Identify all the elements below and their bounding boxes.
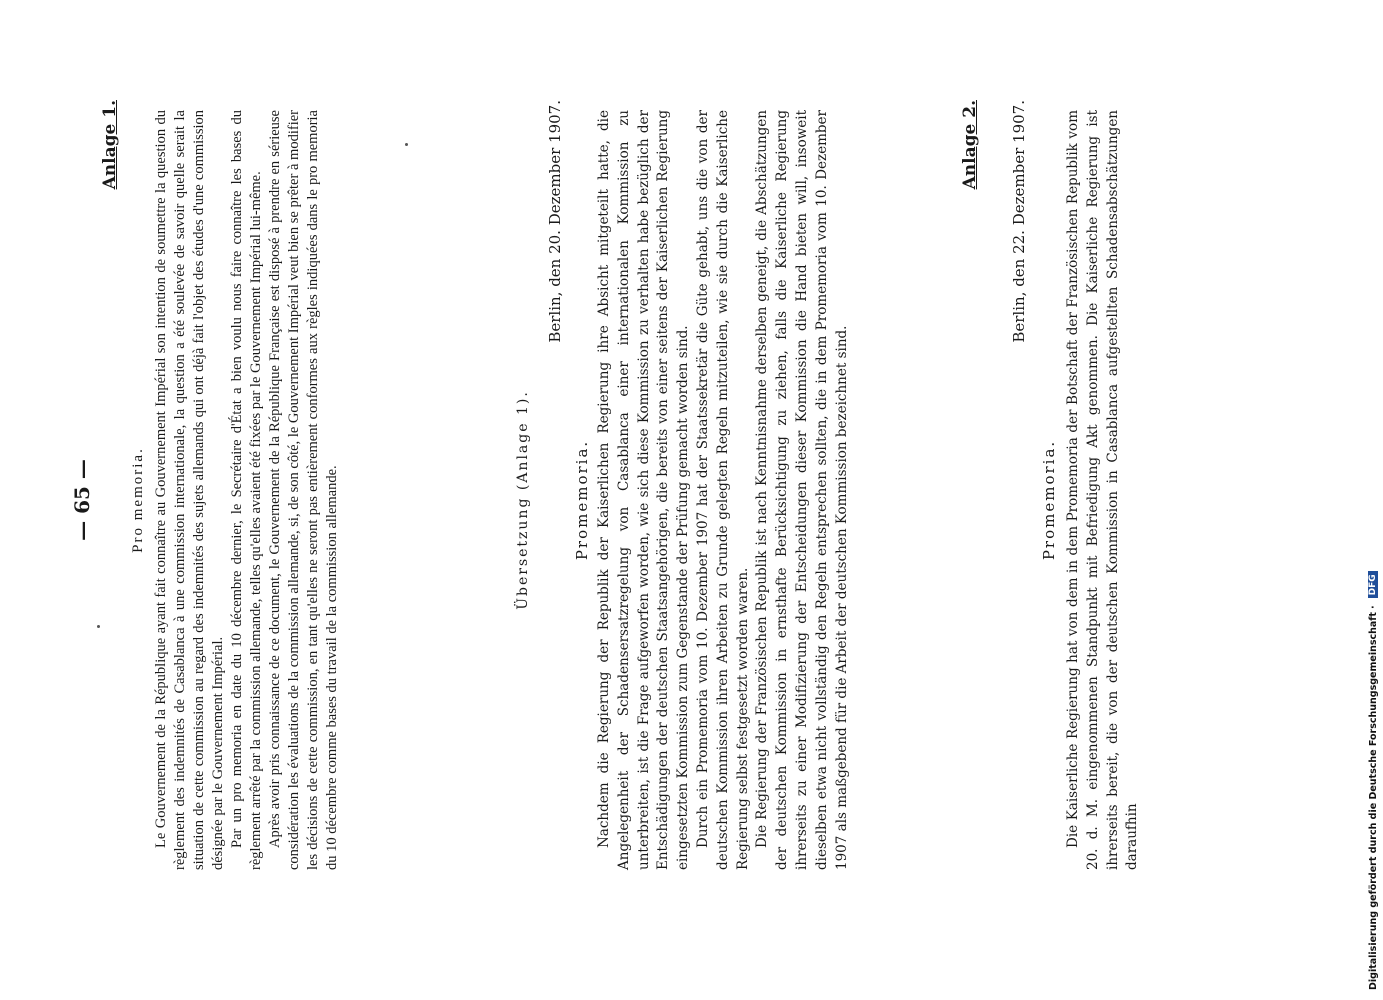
translation-heading: Promemoria. [573,439,591,561]
scan-speck [405,143,408,146]
translation-label: Übersetzung (Anlage 1). [515,390,531,610]
anlage1-label: Anlage 1. [100,100,120,190]
anlage1-paragraph: Après avoir pris connaissance de ce document, le Gouvernement de la République Française est disposé à prendre en sérieuse considération les évaluations de la commission allemande, si, de son côté, le Gouvernement Impérial veut bien se prêter à modifier les décisions de cette commission, en tant qu'elles ne seront pas entièrement conformes aux règles indiquées dans le pro memoria du 10 décembre comme bases du travail de la commission allemande. [267,110,340,870]
anlage1-body [152,110,342,870]
anlage2-heading: Promemoria. [1040,439,1058,561]
translation-body [595,110,852,870]
dfg-credit [1366,0,1380,990]
translation-paragraph: Die Regierung der Französischen Republik ist nach Kenntnisnahme derselben geneigt, die Abschätzungen der deutschen Kommission in ernsthafte Berücksichtigung zu ziehen, falls die Kaiserliche Regierung ihrerseits zu einer Modifizierung der Entscheidungen dieser Kommission die Hand bieten will, insoweit dieselben etwa nicht vollständig den Regeln entsprechen sollten, die in dem Promemoria vom 10. Dezember 1907 als maßgebend für die Arbeit der deutschen Kommission bezeichnet sind. [754,110,850,870]
anlage2-paragraph: Die Kaiserliche Regierung hat von dem in dem Promemoria der Botschaft der Französischen Republik vom 20. d. M. eingenommenen Standpunkt mit Befriedigung Akt genommen. Die Kaiserliche Regierung ist ihrerseits bereit, die von der deutschen Kommission in Casablanca aufgestellten Schadensabschätzungen daraufhin [1065,110,1141,870]
scan-speck [97,625,100,628]
anlage1-heading: Pro memoria. [130,447,146,553]
translation-paragraph: Durch ein Promemoria vom 10. Dezember 1907 hat der Staatssekretär die Güte gehabt, uns die von der deutschen Kommission ihren Arbeiten zu Grunde gelegten Regeln mitzuteilen, wie sie durch die Kaiserliche Regierung selbst festgesetzt worden waren. [694,110,751,870]
dfg-credit-text: Digitalisierung gefördert durch die Deutsche Forschungsgemeinschaft [1367,612,1379,990]
page-number: — 65 — [70,459,94,541]
translation-dateline: Berlin, den 20. Dezember 1907. [546,100,564,343]
anlage2-body [1064,110,1143,870]
anlage2-dateline: Berlin, den 22. Dezember 1907. [1010,100,1028,343]
translation-paragraph: Nachdem die Regierung der Republik der Kaiserlichen Regierung ihre Absicht mitgeteilt hatte, die Angelegenheit der Schadensersatzregelung von Casablanca einer internationalen Kommission zu unterbreiten, ist die Frage aufgeworfen worden, wie sich diese Kommission zu verhalten habe bezüglich der Entschädigungen der deutschen Staatsangehörigen, die bereits von einer seitens der Kaiserlichen Regierung eingesetzten Kommission zum Gegenstande der Prüfung gemacht worden sind. [596,110,692,870]
anlage1-paragraph: Par un pro memoria en date du 10 décembre dernier, le Secrétaire d'État a bien voulu nous faire connaître les bases du règlement arrêté par la commission allemande, telles qu'elles avaient été fixées par le Gouvernement Impérial lui-même. [229,110,264,870]
rotated-document-page [60,60,1320,940]
anlage1-paragraph: Le Gouvernement de la République ayant fait connaître au Gouvernement Impérial son intention de soumettre la question du règlement des indemnités de Casablanca à une commission internationale, la question a été soulevée de savoir quelle serait la situation de cette commission au regard des indemnités des sujets allemands qui ont déjà fait l'objet des études d'une commission désignée par le Gouvernement Impérial. [153,110,226,870]
anlage2-label: Anlage 2. [960,100,980,190]
dfg-logo-icon: DFG [1368,571,1378,598]
separator-dot: · [1367,605,1379,610]
